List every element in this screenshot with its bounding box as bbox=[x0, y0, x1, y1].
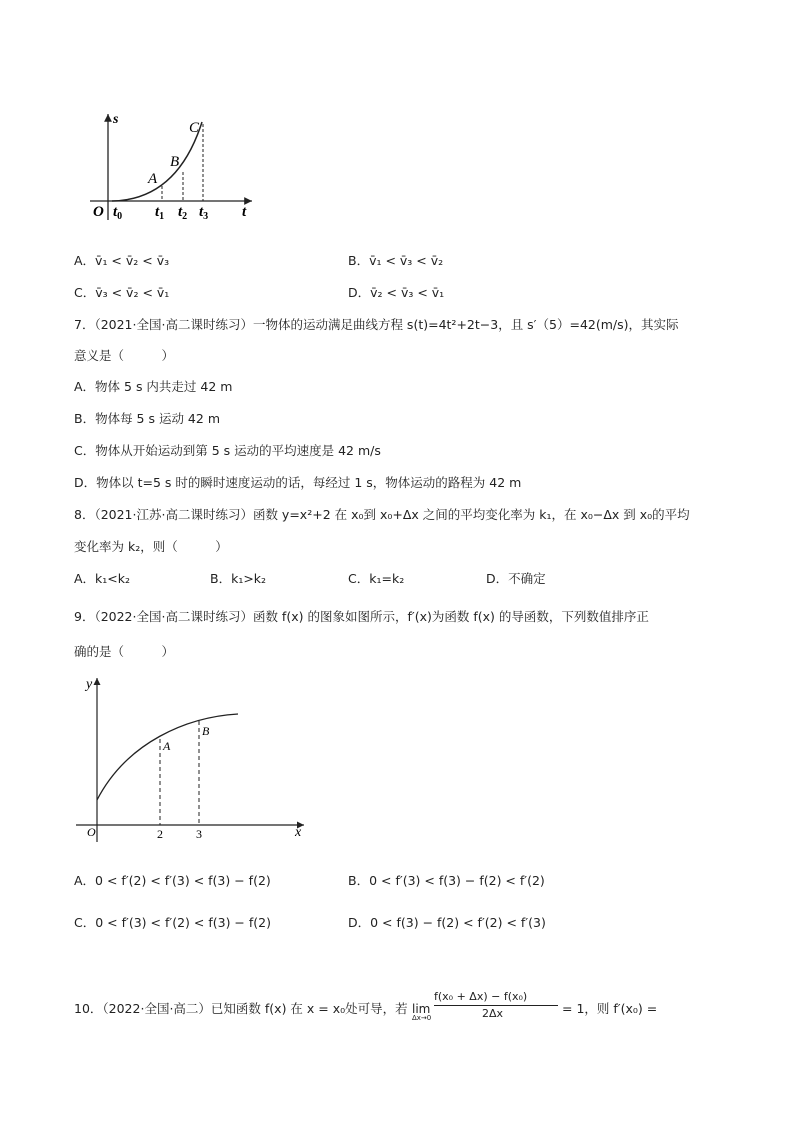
q7-stem-line2: 意义是（ ） bbox=[74, 348, 175, 363]
q6-option-a: A．v̄₁ < v̄₂ < v̄₃ bbox=[74, 253, 170, 268]
q8-option-b: B．k₁>k₂ bbox=[210, 571, 267, 586]
origin-label: O bbox=[93, 204, 104, 220]
q10-tail: = 1，则 f′(x₀) = bbox=[562, 1001, 658, 1016]
t1-label: $t_1$ bbox=[155, 204, 165, 222]
x-label: x bbox=[295, 825, 302, 840]
t0-label: $t_0$ bbox=[113, 204, 123, 222]
q8-option-a: A．k₁<k₂ bbox=[74, 571, 131, 586]
q7-option-c: C．物体从开始运动到第 5 s 运动的平均速度是 42 m/s bbox=[74, 443, 381, 458]
y-label: y bbox=[86, 677, 93, 692]
t-label: t bbox=[242, 204, 247, 220]
origin-label: O bbox=[87, 825, 96, 839]
q6-option-b: B．v̄₁ < v̄₃ < v̄₂ bbox=[348, 253, 444, 268]
q10-intro: 10．（2022·全国·高二）已知函数 f(x) 在 x = x₀处可导，若 bbox=[74, 1001, 408, 1016]
fraction-denominator: 2Δx bbox=[482, 1007, 504, 1020]
q8-stem-line2: 变化率为 k₂，则（ ） bbox=[74, 539, 228, 554]
fraction-numerator: f(x₀ + Δx) − f(x₀) bbox=[434, 990, 528, 1003]
q6-option-d: D．v̄₂ < v̄₃ < v̄₁ bbox=[348, 285, 445, 300]
fraction-bar bbox=[434, 1005, 558, 1006]
point-B-label: B bbox=[170, 154, 180, 170]
point-A-label: A bbox=[163, 739, 171, 753]
q9-option-c: C．0 < f′(3) < f′(2) < f(3) − f(2) bbox=[74, 915, 271, 930]
q9-option-b: B．0 < f′(3) < f(3) − f(2) < f′(2) bbox=[348, 873, 545, 888]
q7-option-b: B．物体每 5 s 运动 42 m bbox=[74, 411, 220, 426]
point-C-label: C bbox=[189, 120, 200, 136]
s-label: s bbox=[113, 112, 119, 127]
q9-option-a: A．0 < f′(2) < f′(3) < f(3) − f(2) bbox=[74, 873, 271, 888]
t2-label: $t_2$ bbox=[178, 204, 188, 222]
q6-option-c: C．v̄₃ < v̄₂ < v̄₁ bbox=[74, 285, 170, 300]
q8-stem-line1: 8．（2021·江苏·高二课时练习）函数 y=x²+2 在 x₀到 x₀+Δx 之间的平均变化率为 k₁，在 x₀−Δx 到 x₀的平均 bbox=[74, 507, 690, 522]
point-B-label: B bbox=[202, 724, 210, 738]
q7-option-a: A．物体 5 s 内共走过 42 m bbox=[74, 379, 233, 394]
q8-option-d: D．不确定 bbox=[486, 571, 546, 586]
limit-operator: lim bbox=[412, 1002, 431, 1016]
q7-stem-line1: 7．（2021·全国·高二课时练习）一物体的运动满足曲线方程 s(t)=4t²+2t−3，且 s′（5）=42(m/s)，其实际 bbox=[74, 317, 679, 332]
tick-2: 2 bbox=[157, 827, 163, 841]
figure-fx-graph bbox=[72, 672, 317, 847]
q10-limit-expression bbox=[412, 986, 658, 1026]
q7-option-d: D．物体以 t=5 s 时的瞬时速度运动的话，每经过 1 s，物体运动的路程为 42 m bbox=[74, 475, 522, 490]
tick-3: 3 bbox=[196, 827, 202, 841]
q10-stem bbox=[74, 1000, 408, 1018]
function-curve bbox=[97, 714, 238, 800]
t3-label: $t_3$ bbox=[199, 204, 209, 222]
limit-subscript: Δx→0 bbox=[412, 1014, 432, 1022]
q8-option-c: C．k₁=k₂ bbox=[348, 571, 405, 586]
q9-option-d: D．0 < f(3) − f(2) < f′(2) < f′(3) bbox=[348, 915, 546, 930]
figure-s-t-graph bbox=[82, 108, 262, 228]
point-A-label: A bbox=[148, 171, 158, 187]
q9-stem-line1: 9．（2022·全国·高二课时练习）函数 f(x) 的图象如图所示，f′(x)为函数 f(x) 的导函数，下列数值排序正 bbox=[74, 609, 649, 624]
q9-stem-line2: 确的是（ ） bbox=[74, 644, 175, 659]
